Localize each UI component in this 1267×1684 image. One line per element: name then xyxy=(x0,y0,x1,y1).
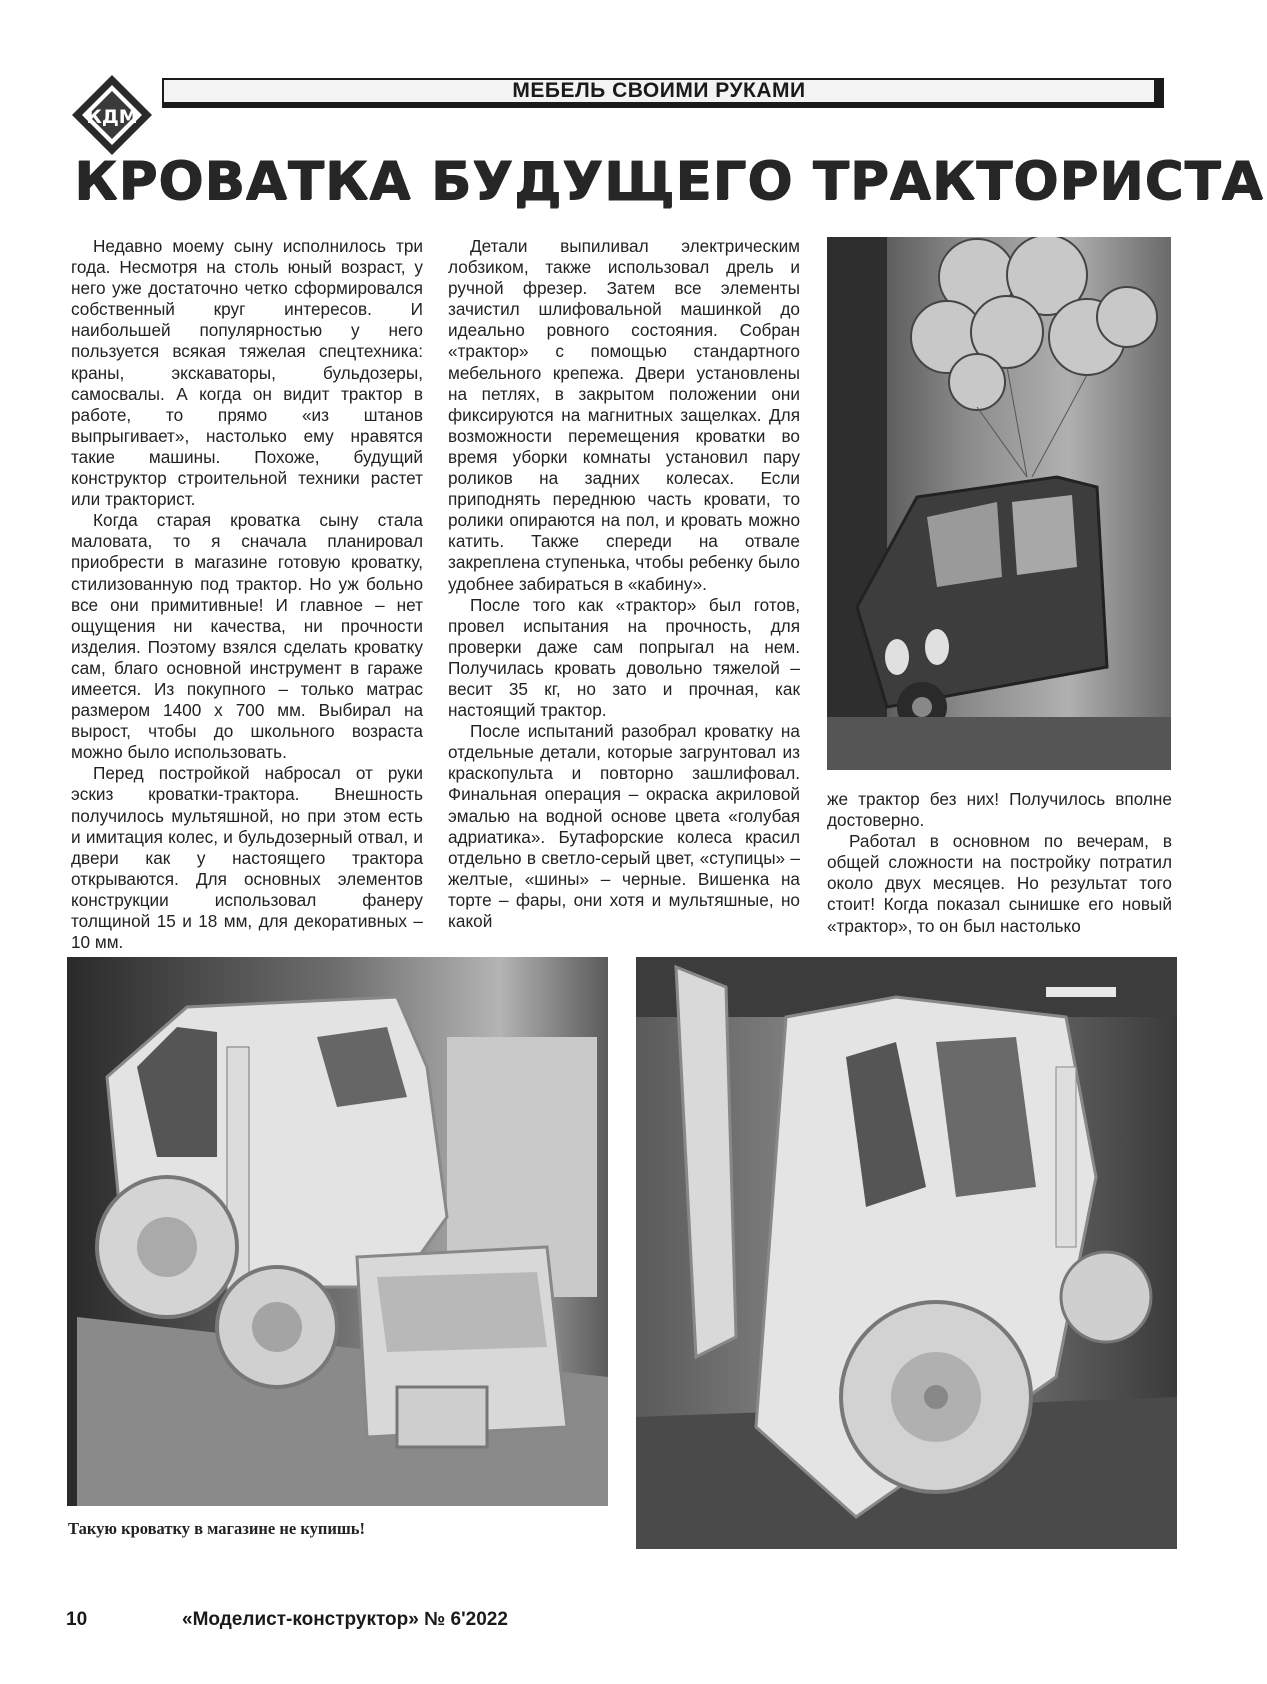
article-title: КРОВАТКА БУДУЩЕГО ТРАКТОРИСТА xyxy=(74,151,1264,212)
paragraph: После испытаний разобрал кроватку на отдельные детали, которые загрунтовал из краскопульта и повторно зашлифовал. Финальная операция – окраска акриловой эмалью на водной основе цвета «голубая адриатика». Бутафорские колеса красил отдельно в светло-серый цвет, «ступицы» – желтые, «шины» – черные. Вишенка на торте – фары, они хотя и мультяшные, но какой xyxy=(448,721,800,931)
section-header xyxy=(162,78,1164,108)
paragraph: Недавно моему сыну исполнилось три года. Несмотря на столь юный возраст, у него уже достаточно четко сформировался собственный круг интересов. И наибольшей популярностью у него пользуется всякая тяжелая спецтехника: краны, экскаваторы, бульдозеры, самосвалы. А когда он видит трактор в работе, то прямо «из штанов выпрыгивает», настолько ему нравятся такие машины. Похоже, будущий конструктор строительной техники растет или тракторист. xyxy=(71,236,423,510)
paragraph: же трактор без них! Получилось вполне достоверно. xyxy=(827,789,1172,831)
section-title: МЕБЕЛЬ СВОИМИ РУКАМИ xyxy=(512,79,806,102)
magazine-issue: «Моделист-конструктор» № 6'2022 xyxy=(182,1609,508,1630)
paragraph: Когда старая кроватка сыну стала маловата, то я сначала планировал приобрести в магазине готовую кроватку, стилизованную под трактор. Но уж больно все они примитивные! И главное – нет ощущения ни качества, ни прочности изделия. Поэтому взялся сделать кроватку сам, благо основной инструмент в гараже имеется. Из покупного – только матрас размером 1400 х 700 мм. Выбирал на вырост, чтобы до школьного возраста можно было использовать. xyxy=(71,510,423,763)
article-column-2 xyxy=(448,236,800,932)
photo-tractor-bed-balloons xyxy=(827,237,1171,770)
photo-caption: Такую кроватку в магазине не купишь! xyxy=(68,1519,365,1538)
magazine-logo xyxy=(70,73,154,157)
logo-text: КДМ xyxy=(86,106,138,128)
page-number: 10 xyxy=(66,1609,88,1630)
paragraph: Детали выпиливал электрическим лобзиком, также использовал дрель и ручной фрезер. Затем все элементы зачистил шлифовальной машинкой до идеально ровного состояния. Собран «трактор» с помощью стандартного мебельного крепежа. Двери установлены на петлях, в закрытом положении они фиксируются на магнитных защелках. Для возможности перемещения кроватки во время уборки комнаты установил пару роликов на задних колесах. Если приподнять переднюю часть кровати, то ролики опираются на пол, и кровать можно катить. Также спереди на отвале закреплена ступенька, чтобы ребенку было удобнее забираться в «кабину». xyxy=(448,236,800,594)
paragraph: Перед постройкой набросал от руки эскиз кроватки-трактора. Внешность получилось мультяшной, но при этом есть и имитация колес, и бульдозерный отвал, и двери как у настоящего трактора открываются. Для основных элементов конструкции использовал фанеру толщиной 15 и 18 мм, для декоративных – 10 мм. xyxy=(71,763,423,953)
paragraph: После того как «трактор» был готов, провел испытания на прочность, для проверки даже сам попрыгал на нем. Получилась кровать довольно тяжелой – весит 35 кг, но зато и прочная, как настоящий трактор. xyxy=(448,594,800,721)
photo-tractor-bed-unpainted-left xyxy=(67,957,608,1506)
article-column-1 xyxy=(71,236,423,953)
photo-tractor-bed-unpainted-right xyxy=(636,957,1177,1549)
paragraph: Работал в основном по вечерам, в общей сложности на постройку потратил около двух месяцев. Но результат того стоит! Когда показал сынишке его новый «трактор», то он был настолько xyxy=(827,831,1172,936)
article-column-3 xyxy=(827,789,1172,937)
